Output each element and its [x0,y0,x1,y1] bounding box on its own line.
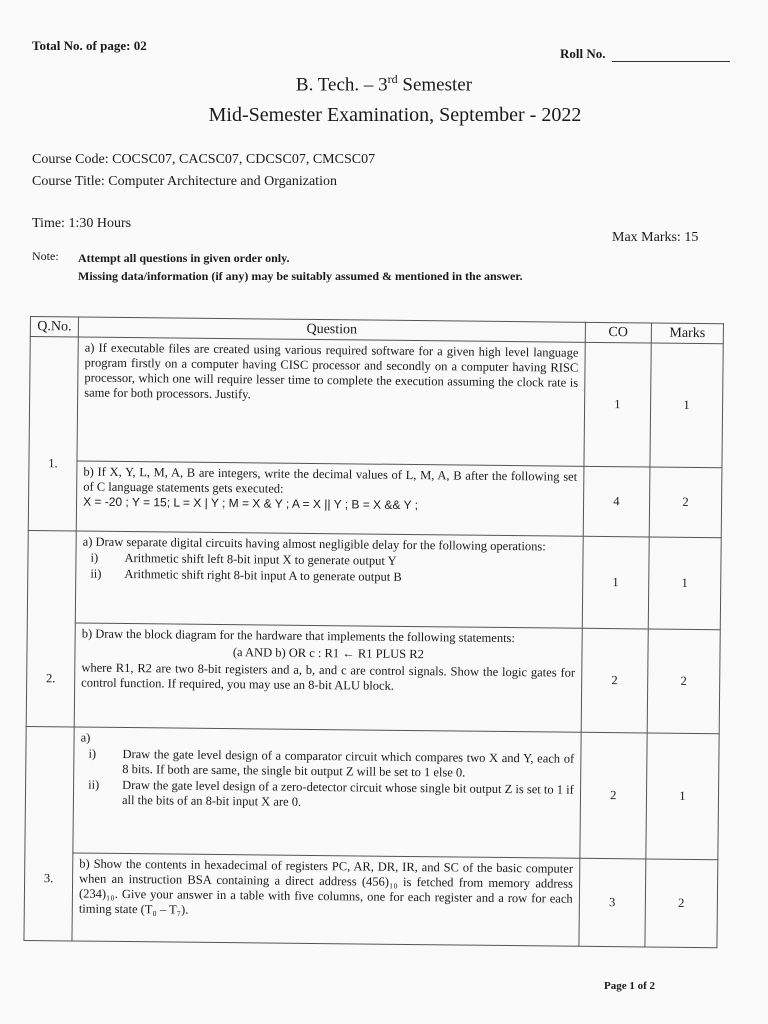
question-3a-cell [73,727,581,858]
roman-numeral: ii) [90,566,102,581]
question-2b-statement: (a AND b) OR c : R1 ← R1 PLUS R2 [232,645,424,662]
question-1b-code: X = -20 ; Y = 15; L = X | Y ; M = X & Y ; A = X || Y ; B = X && Y ; [83,494,419,513]
question-1b-marks: 2 [649,467,722,538]
exam-program-title [0,72,768,96]
question-2a-cell [75,531,583,628]
table-row-q1b [28,460,722,537]
note-label: Note: [32,249,59,263]
question-number-2: 2. [26,530,76,726]
roll-number-field [560,45,730,62]
exam-time: Time: 1:30 Hours [32,216,132,231]
program-title-prefix: B. Tech. – 3 [295,74,388,96]
roman-numeral: i) [88,746,97,761]
roll-number-label: Roll No. [560,46,606,61]
roman-numeral: i) [90,550,99,565]
question-3a-list [80,747,574,813]
question-1b-text: b) If X, Y, L, M, A, B are integers, write the decimal values of L, M, A, B after the following set of C language statements gets executed: [83,464,578,496]
question-number-3: 3. [24,726,74,940]
question-2a-co: 1 [582,536,649,629]
roll-number-blank-line [612,45,730,62]
program-title-sup: rd [387,72,398,86]
exam-title: Mid-Semester Examination, September - 2022 [208,104,582,126]
list-item-text: Arithmetic shift left 8-bit input X to generate output Y [124,551,397,568]
note-line-2: Missing data/information (if any) may be suitably assumed & mentioned in the answer. [78,269,523,283]
table-row-q2b [26,622,720,733]
question-3b-co: 3 [579,858,646,947]
question-3a-marks: 1 [646,733,719,860]
program-title-suffix: Semester [397,74,473,96]
roman-numeral: ii) [88,777,100,792]
note-line-1: Attempt all questions in given order only. [78,251,290,265]
table-row-q2a [27,530,721,629]
question-3a-co: 2 [580,732,647,859]
list-item-text: Draw the gate level design of a comparator circuit which compares two X and Y, each of 8 bits. If both are same, the single bit output Z will be set to 1 else 0. [122,746,575,780]
question-2a-marks: 1 [648,537,721,630]
question-2b-cell [74,623,582,732]
question-number-1: 1. [28,337,78,531]
header-marks: Marks [651,323,723,344]
question-3b-text: b) Show the contents in hexadecimal of registers PC, AR, DR, IR, and SC of the basic computer when an instruction BSA containing a direct address (456)₁₀ is fetched from memory address (234)₁₀. Give your answer in a table with five columns, one for each register and a row for each timing state (T₀ – T₇). [72,853,580,946]
question-table [23,316,724,948]
question-3b-marks: 2 [645,859,718,948]
table-row-q3a [25,726,719,859]
list-item [80,747,574,782]
question-2b-text: where R1, R2 are two 8-bit registers and a, b, and c are control signals. Show the logic gates for control function. If required, you may use an 8-bit ALU block. [81,660,576,693]
question-1a-marks: 1 [650,343,723,468]
header-co: CO [585,322,651,343]
course-title: Course Title: Computer Architecture and Organization [32,174,337,189]
max-marks: Max Marks: 15 [612,230,699,245]
table-row-q3b [24,852,718,947]
list-item [80,778,574,813]
question-3a-label: a) [80,730,91,745]
list-item-text: Draw the gate level design of a zero-detector circuit whose single bit output Z is set to 1 if all the bits of an 8-bit input X are 0. [121,777,574,809]
question-2a-list [82,551,576,587]
header-question: Question [78,317,585,342]
table-row-q1a [29,337,723,468]
page-number: Page 1 of 2 [604,980,656,992]
question-1b-co: 4 [583,466,650,537]
question-1b-cell [76,461,583,536]
question-2b-co: 2 [581,628,648,733]
list-item-text: Arithmetic shift right 8-bit input A to generate output B [124,567,402,584]
note-text [78,249,523,285]
question-2b-intro: b) Draw the block diagram for the hardware that implements the following statements: [81,626,515,646]
question-1a-text: a) If executable files are created using various required software for a given high level language program firstly on a computer having CISC processor and secondly on a computer having RISC processor, which one will require lesser time to complete the execution assuming the clock rate is same for both processors. Justify. [77,337,585,466]
question-2a-intro: a) Draw separate digital circuits having almost negligible delay for the following operations: [82,534,546,554]
question-2b-marks: 2 [647,629,720,734]
question-1a-co: 1 [584,342,651,467]
total-pages: Total No. of page: 02 [32,38,147,53]
course-code: Course Code: COCSC07, CACSC07, CDCSC07, CMCSC07 [32,152,376,167]
header-qno: Q.No. [30,317,78,338]
